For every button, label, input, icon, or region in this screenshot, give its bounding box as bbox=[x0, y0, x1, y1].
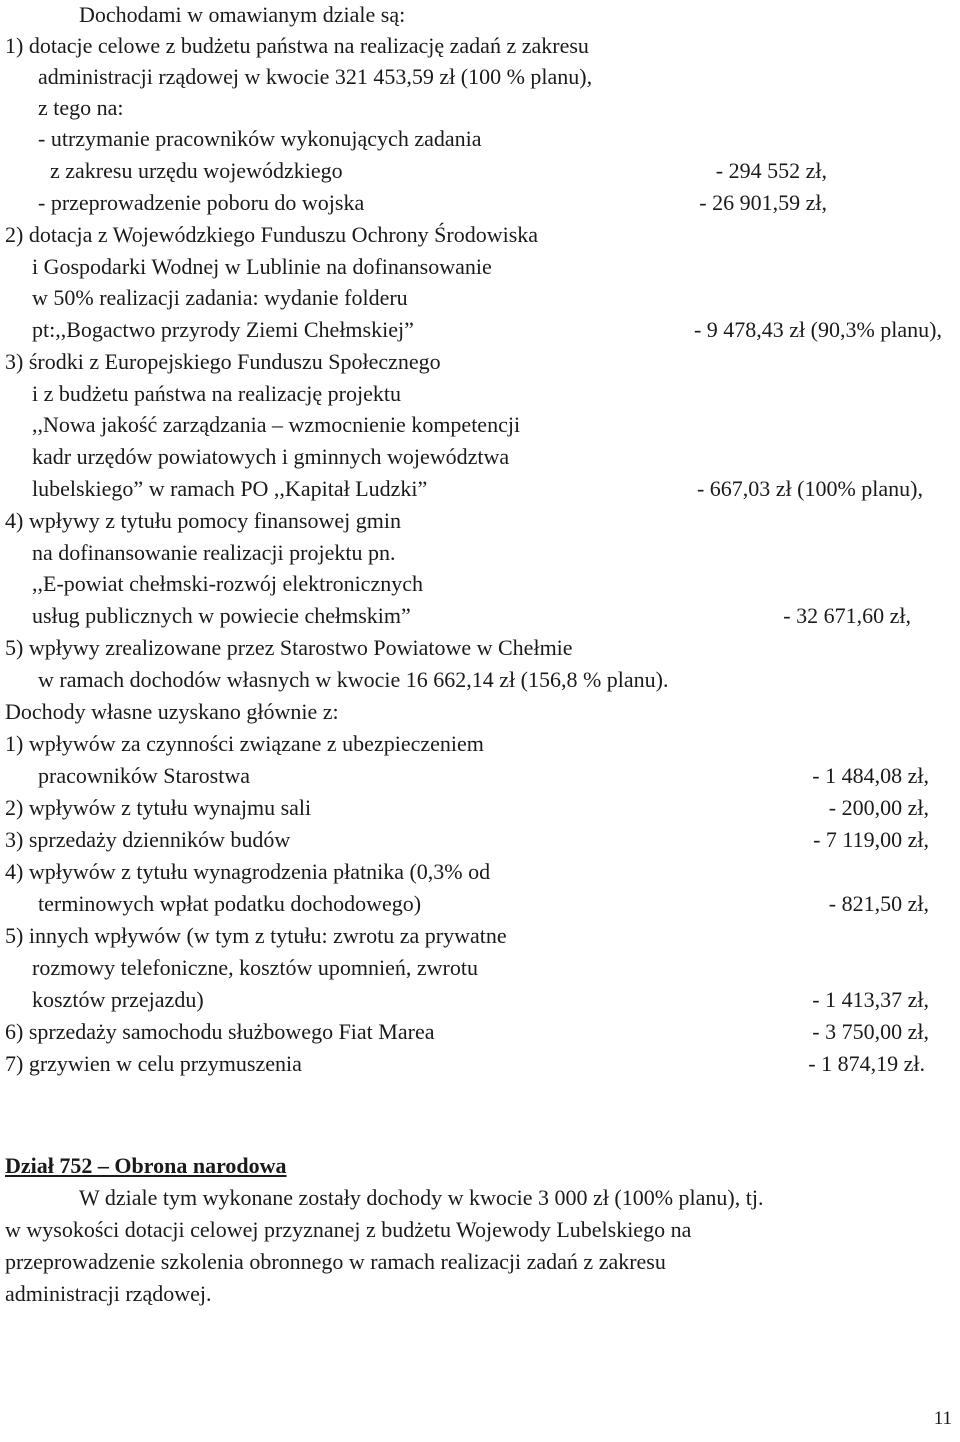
own-line: 6) sprzedaży samochodu służbowego Fiat Marea bbox=[5, 1019, 435, 1044]
intro-line: w 50% realizacji zadania: wydanie folderu bbox=[32, 285, 408, 310]
intro-line: usług publicznych w powiecie chełmskim” bbox=[32, 603, 411, 628]
own-line: terminowych wpłat podatku dochodowego) bbox=[38, 891, 422, 916]
intro-line: na dofinansowanie realizacji projektu pn. bbox=[32, 540, 396, 565]
intro-line: kadr urzędów powiatowych i gminnych województwa bbox=[32, 444, 510, 469]
section-paragraph-line: administracji rządowej. bbox=[5, 1281, 212, 1306]
own-line: 7) grzywien w celu przymuszenia bbox=[5, 1051, 302, 1076]
section-paragraph-line: przeprowadzenie szkolenia obronnego w ramach realizacji zadań z zakresu bbox=[5, 1249, 666, 1274]
section-paragraph-line: W dziale tym wykonane zostały dochody w kwocie 3 000 zł (100% planu), tj. bbox=[79, 1185, 764, 1210]
own-line: 2) wpływów z tytułu wynajmu sali bbox=[5, 795, 312, 820]
intro-line: ,,E-powiat chełmski-rozwój elektronicznych bbox=[32, 571, 423, 596]
own-line: 4) wpływów z tytułu wynagrodzenia płatnika (0,3% od bbox=[5, 859, 491, 884]
intro-line: ,,Nowa jakość zarządzania – wzmocnienie kompetencji bbox=[32, 412, 521, 437]
amount-value: - 294 552 zł, bbox=[715, 158, 827, 183]
section-heading: Dział 752 – Obrona narodowa bbox=[5, 1153, 287, 1178]
own-line: Dochody własne uzyskano głównie z: bbox=[5, 699, 339, 724]
amount-value: - 9 478,43 zł (90,3% planu), bbox=[693, 317, 942, 342]
intro-line: Dochodami w omawianym dziale są: bbox=[79, 2, 406, 27]
amount-value: - 7 119,00 zł, bbox=[813, 827, 929, 852]
amount-value: - 1 484,08 zł, bbox=[812, 763, 929, 788]
intro-line: - przeprowadzenie poboru do wojska bbox=[38, 190, 365, 215]
intro-line: 2) dotacja z Wojewódzkiego Funduszu Ochrony Środowiska bbox=[5, 222, 539, 247]
intro-line: w ramach dochodów własnych w kwocie 16 662,14 zł (156,8 % planu). bbox=[38, 667, 669, 692]
intro-line: 5) wpływy zrealizowane przez Starostwo Powiatowe w Chełmie bbox=[5, 635, 573, 660]
intro-line: administracji rządowej w kwocie 321 453,59 zł (100 % planu), bbox=[38, 64, 593, 89]
amount-value: - 200,00 zł, bbox=[828, 795, 929, 820]
intro-line: lubelskiego” w ramach PO ,,Kapitał Ludzki” bbox=[32, 476, 428, 501]
own-line: 5) innych wpływów (w tym z tytułu: zwrotu za prywatne bbox=[5, 923, 507, 948]
amount-value: - 32 671,60 zł, bbox=[783, 603, 911, 628]
own-line: rozmowy telefoniczne, kosztów upomnień, zwrotu bbox=[32, 955, 478, 980]
amount-value: - 667,03 zł (100% planu), bbox=[696, 476, 923, 501]
own-line: pracowników Starostwa bbox=[38, 763, 251, 788]
amount-value: - 3 750,00 zł, bbox=[812, 1019, 929, 1044]
own-line: 1) wpływów za czynności związane z ubezpieczeniem bbox=[5, 731, 484, 756]
intro-line: z tego na: bbox=[38, 95, 124, 120]
intro-line: z zakresu urzędu wojewódzkiego bbox=[50, 158, 343, 183]
amount-value: - 821,50 zł, bbox=[828, 891, 929, 916]
intro-line: i Gospodarki Wodnej w Lublinie na dofinansowanie bbox=[32, 254, 492, 279]
intro-line: pt:,,Bogactwo przyrody Ziemi Chełmskiej” bbox=[32, 317, 414, 342]
page-number: 11 bbox=[933, 1408, 952, 1429]
own-line: 3) sprzedaży dzienników budów bbox=[5, 827, 291, 852]
intro-line: 1) dotacje celowe z budżetu państwa na realizację zadań z zakresu bbox=[5, 33, 589, 58]
intro-line: i z budżetu państwa na realizację projektu bbox=[32, 381, 401, 406]
amount-value: - 1 874,19 zł. bbox=[808, 1051, 925, 1076]
amount-value: - 26 901,59 zł, bbox=[699, 190, 827, 215]
section-paragraph-line: w wysokości dotacji celowej przyznanej z budżetu Wojewody Lubelskiego na bbox=[5, 1217, 692, 1242]
amount-value: - 1 413,37 zł, bbox=[812, 987, 929, 1012]
own-line: kosztów przejazdu) bbox=[32, 987, 204, 1012]
intro-line: 3) środki z Europejskiego Funduszu Społecznego bbox=[5, 349, 441, 374]
intro-line: - utrzymanie pracowników wykonujących zadania bbox=[38, 126, 482, 151]
intro-line: 4) wpływy z tytułu pomocy finansowej gmin bbox=[5, 508, 401, 533]
